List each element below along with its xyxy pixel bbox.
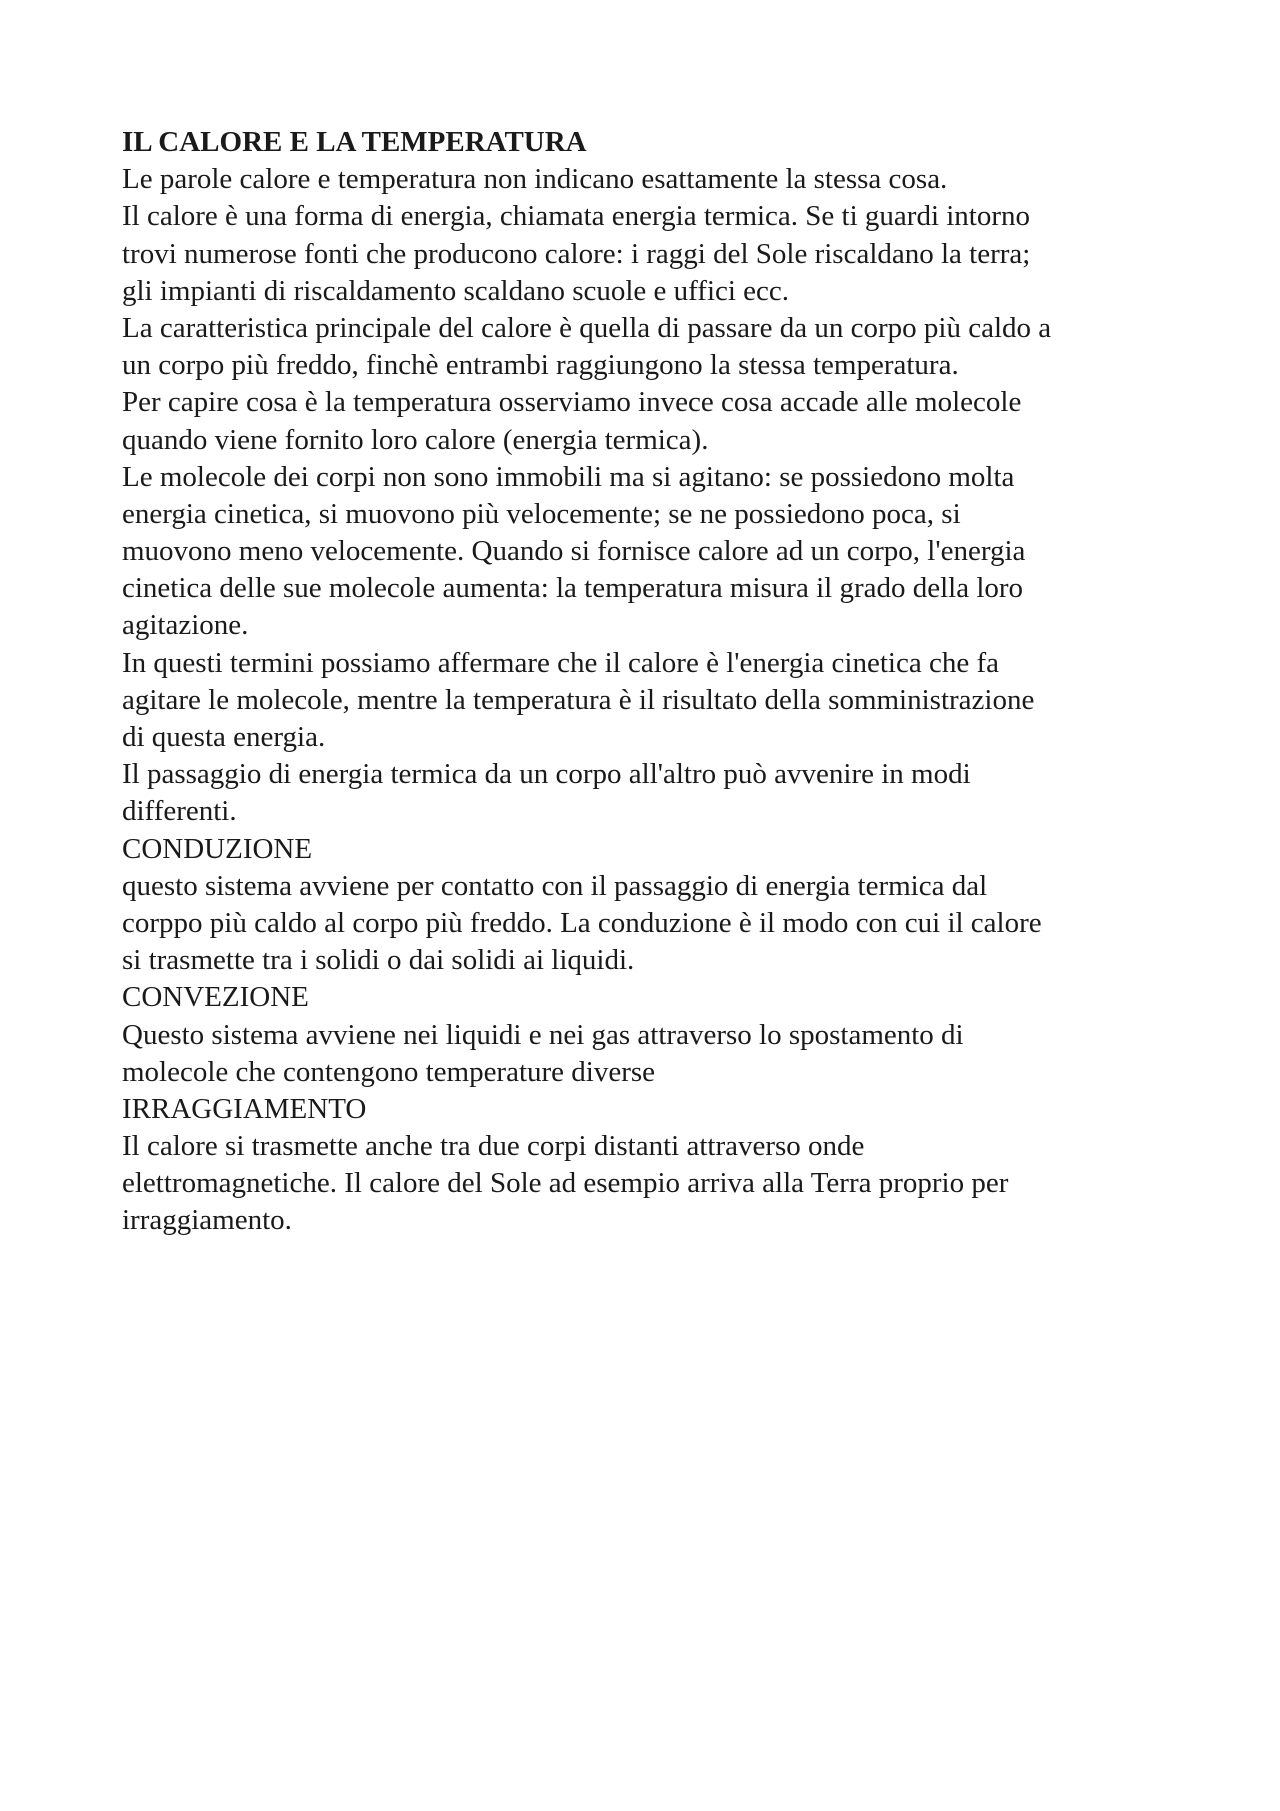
text-line: si trasmette tra i solidi o dai solidi ai liquidi. (122, 944, 635, 977)
text-line: Il calore si trasmette anche tra due corpi distanti attraverso onde (122, 1130, 865, 1163)
section-heading-conduzione: CONDUZIONE (122, 832, 313, 865)
text-line: agitazione. (122, 609, 249, 642)
text-line: muovono meno velocemente. Quando si fornisce calore ad un corpo, l'energia (122, 535, 1026, 568)
text-line: Per capire cosa è la temperatura osserviamo invece cosa accade alle molecole (122, 386, 1022, 419)
text-line: trovi numerose fonti che producono calore: i raggi del Sole riscaldano la terra; (122, 237, 1031, 270)
text-line: quando viene fornito loro calore (energia termica). (122, 423, 709, 456)
text-line: molecole che contengono temperature diverse (122, 1055, 656, 1088)
text-line: Le parole calore e temperatura non indicano esattamente la stessa cosa. (122, 163, 948, 196)
text-line: di questa energia. (122, 721, 326, 753)
text-line: energia cinetica, si muovono più velocemente; se ne possiedono poca, si (122, 497, 961, 530)
document-title: IL CALORE E LA TEMPERATURA (122, 126, 587, 158)
text-line: gli impianti di riscaldamento scaldano scuole e uffici ecc. (122, 274, 790, 307)
text-line: Questo sistema avviene nei liquidi e nei gas attraverso lo spostamento di (122, 1018, 964, 1051)
text-line: un corpo più freddo, finchè entrambi raggiungono la stessa temperatura. (122, 349, 959, 382)
text-line: Le molecole dei corpi non sono immobili ma si agitano: se possiedono molta (122, 460, 1015, 493)
text-line: corppo più caldo al corpo più freddo. La conduzione è il modo con cui il calore (122, 906, 1042, 939)
text-line: La caratteristica principale del calore è quella di passare da un corpo più caldo a (122, 311, 1052, 344)
text-line: irraggiamento. (122, 1204, 292, 1237)
text-line: agitare le molecole, mentre la temperatura è il risultato della somministrazione (122, 683, 1035, 716)
text-line: differenti. (122, 795, 237, 828)
text-line: In questi termini possiamo affermare che il calore è l'energia cinetica che fa (122, 646, 999, 679)
text-line: Il passaggio di energia termica da un corpo all'altro può avvenire in modi (122, 758, 971, 791)
text-line: elettromagnetiche. Il calore del Sole ad esempio arriva alla Terra proprio per (122, 1167, 1009, 1200)
section-heading-irraggiamento: IRRAGGIAMENTO (122, 1092, 367, 1125)
text-line: cinetica delle sue molecole aumenta: la temperatura misura il grado della loro (122, 572, 1024, 605)
section-heading-convezione: CONVEZIONE (122, 981, 309, 1014)
document-body (122, 124, 1172, 1240)
text-line: Il calore è una forma di energia, chiamata energia termica. Se ti guardi intorno (122, 200, 1031, 233)
text-line: questo sistema avviene per contatto con il passaggio di energia termica dal (122, 869, 988, 902)
